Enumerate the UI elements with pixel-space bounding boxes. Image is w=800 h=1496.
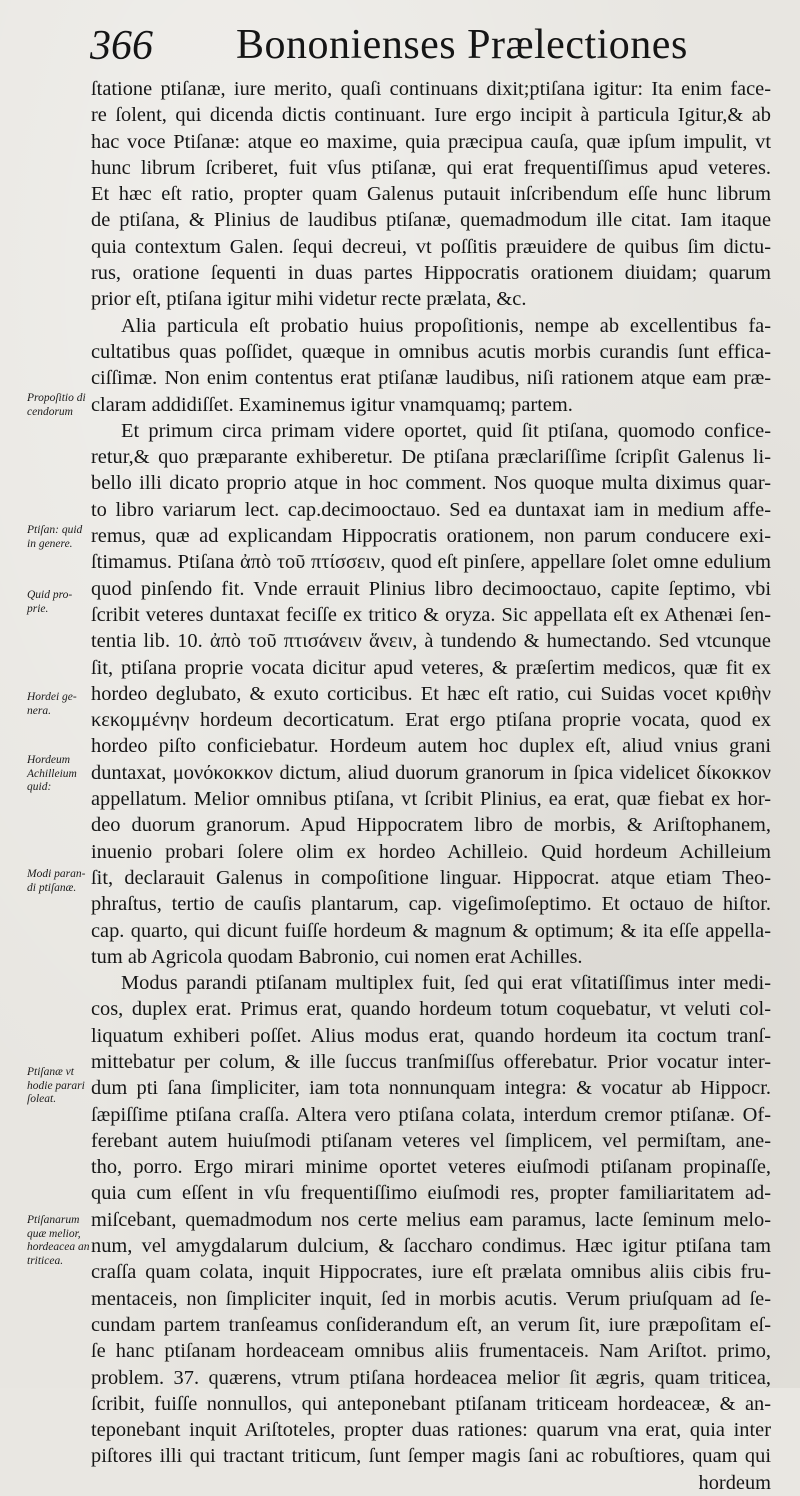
text-line: miſcebant, quemadmodum nos certe melius eam paramus, lacte ſeminum melo-: [91, 1208, 771, 1231]
text-line: rus, oratione ſequenti in duas partes Hippocratis orationem diuidam; quarum: [91, 262, 771, 285]
text-line: mentaceis, non ſimpliciter inquit, ſed in morbis acutis. Verum priuſquam ad ſe-: [91, 1287, 771, 1310]
text-line: Modus parandi ptiſanam multiplex fuit, ſed qui erat vſitatiſſimus inter medi-: [121, 972, 771, 995]
text-line: quia cum eſſent in vſu frequentiſſimo eiuſmodi res, propter familiaritatem ad-: [91, 1182, 771, 1205]
text-line: tho, porro. Ergo mirari minime oportet veteres eiuſmodi ptiſanam propinaſſe,: [91, 1156, 771, 1179]
text-line: prior eſt, ptiſana igitur mihi videtur recte prælata, &c.: [91, 288, 527, 311]
text-line: Et primum circa primam videre oportet, quid ſit ptiſana, quomodo confice-: [121, 419, 771, 442]
catchword: hordeum: [698, 1471, 771, 1494]
text-line: cos, duplex erat. Primus erat, quando hordeum totum coquebatur, vt veluti col-: [91, 998, 771, 1021]
text-line: craſſa quam colata, inquit Hippocrates, iure eſt prælata omnibus aliis cibis fru-: [91, 1261, 771, 1284]
text-line: ciſſimæ. Non enim contentus erat ptiſanæ laudibus, niſi rationem atque eam præ-: [91, 367, 771, 390]
text-line: bello illi dicato proprio atque in hoc comment. Nos quoque multa diximus quar-: [91, 472, 771, 495]
margin-note: Hordeum Achilleium quid:: [27, 754, 77, 793]
text-line: problem. 37. quærens, vtrum ptiſana hordeacea melior ſit ægris, quam triticea,: [91, 1366, 771, 1389]
text-line: dum pti ſana ſimpliciter, iam tota nonnunquam integra: & vocatur ab Hippocr.: [91, 1077, 771, 1100]
text-line: ſe hanc ptiſanam hordeaceam omnibus aliis frumentaceis. Nam Ariſtot. primo,: [91, 1340, 771, 1363]
text-line: quia contextum Galen. ſequi decreui, vt poſſitis præuidere de quibus ſim dictu-: [91, 235, 771, 258]
text-line: inuenio probari ſolere olim ex hordeo Achilleio. Quid hordeum Achilleium: [91, 840, 771, 863]
text-line: deo duorum granorum. Apud Hippocratem libro de morbis, & Ariſtophanem,: [91, 814, 771, 837]
text-line: ſcribit, fuiſſe nonnullos, qui anteponebant ptiſanam triticeam hordeaceæ, & an-: [91, 1392, 771, 1415]
text-line: Et hæc eſt ratio, propter quam Galenus putauit inſcribendum eſſe hunc librum: [91, 183, 771, 206]
margin-note: Hordei ge- nera.: [27, 691, 77, 717]
text-line: remus, quæ ad explicandam Hippocratis orationem, non parum conducere exi-: [91, 525, 771, 548]
text-line: cap. quarto, qui dicunt fuiſſe hordeum & magnum & optimum; & ita eſſe appella-: [91, 919, 771, 942]
text-line: ſcribit veteres duntaxat feciſſe ex tritico & oryza. Sic appellata eſt ex Athenæi ſen-: [91, 603, 771, 626]
text-line: quod pinſendo fit. Vnde errauit Plinius libro decimooctauo, capite ſeptimo, vbi: [91, 577, 771, 600]
page-number: 366: [90, 23, 153, 69]
text-line: κεκομμένην hordeum decorticatum. Erat ergo ptiſana proprie vocata, quod ex: [91, 709, 771, 732]
margin-note: Modi paran- di ptiſanæ.: [27, 868, 86, 894]
text-line: ferebant autem huiuſmodi ptiſanam veteres vel ſimplicem, vel permiſtam, ane-: [91, 1129, 771, 1152]
text-line: cultatibus quas poſſidet, quæque in omnibus acutis morbis curandis ſunt effica-: [91, 340, 771, 363]
main-text: [91, 76, 771, 1496]
text-line: ſit, declarauit Galenus in compoſitione linguar. Hippocrat. atque etiam Theo-: [91, 866, 771, 889]
margin-note: Quid pro- prie.: [27, 589, 73, 615]
text-line: teponebant inquit Ariſtoteles, propter duas rationes: quarum vna erat, quia inter: [91, 1419, 771, 1442]
text-line: ſæpiſſime ptiſana craſſa. Altera vero ptiſana colata, interdum cremor ptiſanæ. Of-: [91, 1103, 771, 1126]
text-line: tum ab Agricola quodam Babronio, cui nomen erat Achilles.: [91, 945, 583, 968]
text-line: hunc librum ſcriberet, fuit vſus ptiſanæ, qui erat frequentiſſimus apud veteres.: [91, 156, 771, 179]
text-line: hordeo piſto conficiebatur. Hordeum autem hoc duplex eſt, aliud vnius grani: [91, 735, 771, 758]
text-line: claram addidiſſet. Examinemus igitur vnamquamq; partem.: [91, 393, 573, 416]
text-line: mittebatur per colum, & ille ſuccus tranſmiſſus offerebatur. Prior vocatur inter-: [91, 1050, 771, 1073]
text-line: piſtores illi qui tractant triticum, ſunt ſemper magis ſani ac robuſtiores, quam qui: [91, 1445, 771, 1468]
running-title: Bononienses Prælectiones: [236, 22, 688, 68]
text-line: tentia lib. 10. ἀπὸ τοῦ πτισάνειν ἅνειν, à tundendo & humectando. Sed vtcunque: [91, 630, 771, 653]
margin-note: Ptiſanarum quæ melior, hordeacea an triticea.: [27, 1214, 90, 1267]
text-line: appellatum. Melior omnibus ptiſana, vt ſcribit Plinius, ea erat, quæ fiebat ex hor-: [91, 788, 771, 811]
text-line: cundam partem tranſeamus conſiderandum eſt, an verum ſit, iure præpoſitam eſ-: [91, 1313, 771, 1336]
text-line: ſtimamus. Ptiſana ἀπὸ τοῦ πτίσσειν, quod eſt pinſere, appellare ſolet omne edulium: [91, 551, 771, 574]
text-line: de ptiſana, & Plinius de laudibus ptiſanæ, quemadmodum ille citat. Iam itaque: [91, 209, 771, 232]
text-line: num, vel amygdalarum dulcium, & ſaccharo condimus. Hæc igitur ptiſana tam: [91, 1235, 771, 1258]
text-line: hac voce Ptiſanæ: atque eo maxime, quia præcipua cauſa, quæ ipſum impulit, vt: [91, 130, 771, 153]
text-line: Alia particula eſt probatio huius propoſitionis, nempe ab excellentibus fa-: [121, 314, 771, 337]
text-line: phraſtus, tertio de cauſis plantarum, cap. vigeſimoſeptimo. Et octauo de hiſtor.: [91, 893, 771, 916]
text-line: duntaxat, μονόκοκκον dictum, aliud duorum granorum in ſpica videlicet δίκοκκον: [91, 761, 771, 784]
text-line: retur,& quo præparante exhiberetur. De ptiſana præclariſſime ſcripſit Galenus li-: [91, 446, 771, 469]
text-line: re ſolent, qui dicenda dictis continuant. Iure ergo incipit à particula Igitur,& ab: [91, 104, 771, 127]
margin-note: Ptiſanæ vt hodie parari ſoleat.: [27, 1066, 85, 1105]
text-line: ſit, ptiſana proprie vocata dicitur apud veteres, & præſertim medicos, quæ fit ex: [91, 656, 771, 679]
text-line: ſtatione ptiſanæ, iure merito, quaſi continuans dixit;ptiſana igitur: Ita enim face-: [91, 78, 771, 100]
text-line: liquatum exhiberi poſſet. Alius modus erat, quando hordeum ita coctum tranſ-: [91, 1024, 771, 1047]
margin-note: Ptiſan: quid in genere.: [27, 524, 83, 550]
text-line: to libro variarum lect. cap.decimooctauo. Sed ea duntaxat iam in medium affe-: [91, 498, 771, 521]
margin-note: Propoſitio di cendorum: [27, 392, 86, 418]
text-line: hordeo deglubato, & exuto corticibus. Et hæc eſt ratio, cui Suidas vocet κριθὴν: [91, 682, 771, 705]
